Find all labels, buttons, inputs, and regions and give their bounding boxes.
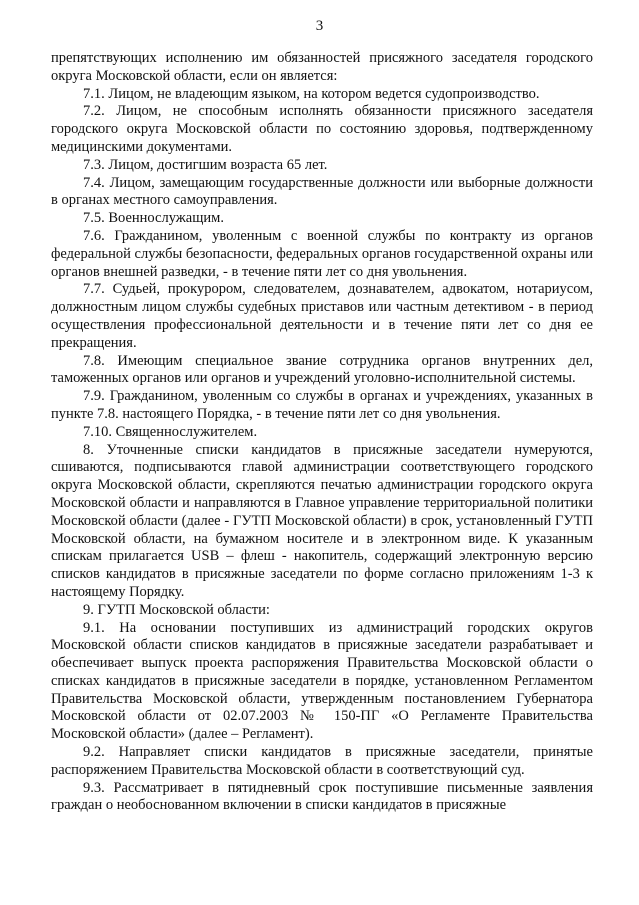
paragraph-9: 9. ГУТП Московской области:: [83, 601, 270, 618]
paragraph-7-9: 7.9. Гражданином, уволенным со службы в органах и учреждениях, указанных в пункте 7.8. настоящего Порядка, - в течение пяти лет со дня увольнения.: [51, 388, 593, 422]
paragraph-9-2: 9.2. Направляет списки кандидатов в присяжные заседатели, принятые распоряжением Правительства Московской области в соответствующий суд.: [51, 744, 593, 778]
paragraph-7-10: 7.10. Священнослужителем.: [83, 423, 258, 440]
paragraph-7-6: 7.6. Гражданином, уволенным с военной службы по контракту из органов федеральной службы безопасности, федеральных органов государственной охраны или органов внешней разведки, - в течение пяти лет со дня увольнения.: [51, 227, 593, 280]
paragraph-7-5: 7.5. Военнослужащим.: [83, 210, 224, 227]
paragraph-7-4: 7.4. Лицом, замещающим государственные должности или выборные должности в органах местного самоуправления.: [51, 174, 593, 209]
paragraph-8: 8. Уточненные списки кандидатов в присяжные заседатели нумеруются, сшиваются, подписываются главой администрации соответствующего городского округа Московской области, скрепляются печатью администрации городского округа Московской области и направляются в Главное управление территориальной политики Московской области (далее - ГУТП Московской области) в срок, установленный ГУТП Московской области, на бумажном носителе и в электронном виде. К указанным спискам прилагается USB – флеш - накопитель, содержащий электронную версию списков кандидатов в присяжные заседатели по форме согласно приложениям 1-3 к настоящему Порядку.: [51, 441, 593, 600]
paragraph-7-3: 7.3. Лицом, достигшим возраста 65 лет.: [83, 156, 328, 173]
paragraph-7-8: 7.8. Имеющим специальное звание сотрудника органов внутренних дел, таможенных органов или органов и учреждений уголовно-исполнительной системы.: [51, 352, 593, 387]
paragraph-9-1: 9.1. На основании поступивших из администраций городских округов Московской области списков кандидатов в присяжные заседатели разрабатывает и обеспечивает выпуск проекта распоряжения Правительства Московской области о списках кандидатов в присяжные заседатели в порядке, установленном Регламентом Правительства Московской области, утвержденным постановлением Губернатора Московской области от 02.07.2003 № 150-ПГ «О Регламенте Правительства Московской области» (далее – Регламент).: [51, 619, 593, 743]
paragraph-9-3: 9.3. Рассматривает в пятидневный срок поступившие письменные заявления граждан о необоснованном включении в списки кандидатов в присяжные: [51, 779, 593, 814]
page-number: 3: [315, 18, 324, 34]
paragraph-7-2: 7.2. Лицом, не способным исполнять обязанности присяжного заседателя городского округа Московской области по состоянию здоровья, подтвержденному медицинскими документами.: [51, 103, 593, 155]
paragraph-7-7: 7.7. Судьей, прокурором, следователем, дознавателем, адвокатом, нотариусом, должностным лицом службы судебных приставов или частным детективом - в период осуществления профессиональной деятельности и в течение пяти лет со дня ее прекращения.: [51, 281, 593, 351]
paragraph-7-1: 7.1. Лицом, не владеющим языком, на котором ведется судопроизводство.: [83, 85, 540, 102]
paragraph-continuation: препятствующих исполнению им обязанностей присяжного заседателя городского округа Московской области, если он является:: [51, 50, 593, 84]
document-body: [51, 50, 593, 815]
